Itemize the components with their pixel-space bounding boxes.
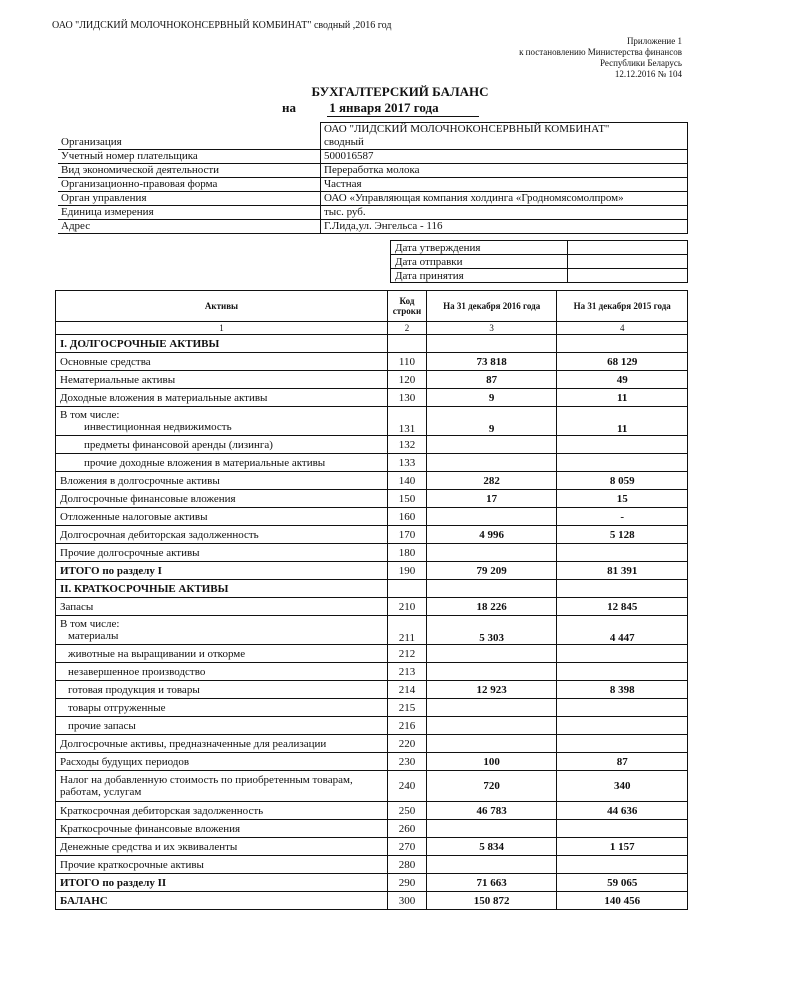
row-value-2016: 4 996 <box>426 526 557 544</box>
row-label: готовая продукция и товары <box>56 681 388 699</box>
row-code: 260 <box>388 820 427 838</box>
row-value-2016 <box>426 717 557 735</box>
table-row <box>56 389 688 407</box>
table-row <box>56 735 688 753</box>
row-value-2015: 11 <box>557 389 688 407</box>
row-label <box>56 771 388 802</box>
header-code: Код строки <box>388 291 427 322</box>
dates-value <box>568 255 688 269</box>
table-row <box>56 663 688 681</box>
row-label: Отложенные налоговые активы <box>56 508 388 526</box>
table-row <box>56 645 688 663</box>
row-value-2016: 720 <box>426 771 557 802</box>
table-row <box>56 598 688 616</box>
report-date: 1 января 2017 года <box>327 100 479 117</box>
table-row <box>56 472 688 490</box>
row-label: Долгосрочная дебиторская задолженность <box>56 526 388 544</box>
row-code <box>388 335 427 353</box>
row-value-2016: 87 <box>426 371 557 389</box>
row-code: 250 <box>388 802 427 820</box>
row-code: 215 <box>388 699 427 717</box>
row-label: Расходы будущих периодов <box>56 753 388 771</box>
row-value-2015 <box>557 580 688 598</box>
row-value-2016: 79 209 <box>426 562 557 580</box>
row-value-2016 <box>426 436 557 454</box>
row-value-2016 <box>426 454 557 472</box>
row-code <box>388 580 427 598</box>
appendix-line: Республики Беларусь <box>599 58 682 68</box>
row-label: БАЛАНС <box>56 892 388 910</box>
row-value-2015: 68 129 <box>557 353 688 371</box>
row-value-2016: 73 818 <box>426 353 557 371</box>
org-info-value <box>321 150 688 164</box>
table-row <box>56 490 688 508</box>
org-info-row <box>58 178 688 192</box>
document-subtitle <box>282 100 479 117</box>
org-info-value-text-2: сводный <box>324 136 364 148</box>
row-code: 211 <box>388 616 427 645</box>
org-info-label: Орган управления <box>58 192 321 206</box>
row-value-2015: 81 391 <box>557 562 688 580</box>
row-value-2016 <box>426 699 557 717</box>
org-info-label: Вид экономической деятельности <box>58 164 321 178</box>
table-row <box>56 562 688 580</box>
row-code: 160 <box>388 508 427 526</box>
row-label: ИТОГО по разделу I <box>56 562 388 580</box>
table-index-row <box>56 322 688 335</box>
table-row <box>56 454 688 472</box>
row-label-text: В том числе: <box>60 409 120 421</box>
org-info-row <box>58 192 688 206</box>
table-row <box>56 856 688 874</box>
row-value-2015: 49 <box>557 371 688 389</box>
dates-table <box>390 240 688 283</box>
row-label: Запасы <box>56 598 388 616</box>
row-value-2015: - <box>557 508 688 526</box>
dates-value <box>568 241 688 255</box>
row-value-2015 <box>557 856 688 874</box>
org-info-label: Организационно-правовая форма <box>58 178 321 192</box>
balance-assets-table <box>55 290 688 910</box>
org-info-row <box>58 150 688 164</box>
header-2015: На 31 декабря 2015 года <box>557 291 688 322</box>
row-value-2015 <box>557 544 688 562</box>
row-value-2015: 140 456 <box>557 892 688 910</box>
row-value-2015: 8 398 <box>557 681 688 699</box>
dates-row <box>391 269 688 283</box>
row-label <box>56 616 388 645</box>
index-cell: 4 <box>557 322 688 335</box>
index-cell: 2 <box>388 322 427 335</box>
header-assets: Активы <box>56 291 388 322</box>
table-row <box>56 580 688 598</box>
row-label: незавершенное производство <box>56 663 388 681</box>
table-row <box>56 436 688 454</box>
row-sublabel-text: инвестиционная недвижимость <box>84 421 232 433</box>
row-value-2016: 9 <box>426 389 557 407</box>
table-header-row <box>56 291 688 322</box>
row-code: 270 <box>388 838 427 856</box>
row-label: Краткосрочная дебиторская задолженность <box>56 802 388 820</box>
row-label: Доходные вложения в материальные активы <box>56 389 388 407</box>
row-value-2016 <box>426 508 557 526</box>
row-value-2015 <box>557 335 688 353</box>
row-label-text: В том числе: <box>60 618 120 630</box>
appendix-line: 12.12.2016 № 104 <box>614 69 682 79</box>
dates-label: Дата принятия <box>391 269 568 283</box>
org-info-value-text: тыс. руб. <box>324 206 366 218</box>
row-code: 216 <box>388 717 427 735</box>
row-value-2015: 44 636 <box>557 802 688 820</box>
table-row <box>56 544 688 562</box>
row-label: Прочие долгосрочные активы <box>56 544 388 562</box>
table-row <box>56 753 688 771</box>
row-value-2016: 150 872 <box>426 892 557 910</box>
row-code: 140 <box>388 472 427 490</box>
org-info-value-text: 500016587 <box>324 150 374 162</box>
org-info-label: Единица измерения <box>58 206 321 220</box>
row-value-2016: 17 <box>426 490 557 508</box>
row-value-2016 <box>426 856 557 874</box>
row-sublabel-text: материалы <box>68 630 119 642</box>
row-label: Вложения в долгосрочные активы <box>56 472 388 490</box>
row-code: 120 <box>388 371 427 389</box>
document-title: БУХГАЛТЕРСКИЙ БАЛАНС <box>311 84 489 99</box>
org-info-value-text: ОАО «Управляющая компания холдинга «Гродномясомолпром» <box>324 192 624 204</box>
table-row <box>56 508 688 526</box>
row-label-text: Налог на добавленную стоимость по приобретенным товарам, работам, услугам <box>60 774 353 798</box>
dates-label: Дата отправки <box>391 255 568 269</box>
row-code: 290 <box>388 874 427 892</box>
row-code: 230 <box>388 753 427 771</box>
row-value-2015 <box>557 717 688 735</box>
row-label: Долгосрочные финансовые вложения <box>56 490 388 508</box>
table-row <box>56 820 688 838</box>
row-value-2015 <box>557 645 688 663</box>
row-value-2015: 15 <box>557 490 688 508</box>
row-value-2015: 5 128 <box>557 526 688 544</box>
row-value-2016: 12 923 <box>426 681 557 699</box>
row-value-2016: 18 226 <box>426 598 557 616</box>
row-code: 110 <box>388 353 427 371</box>
row-value-2016 <box>426 335 557 353</box>
row-label: прочие запасы <box>56 717 388 735</box>
document-company-line: ОАО "ЛИДСКИЙ МОЛОЧНОКОНСЕРВНЫЙ КОМБИНАТ" сводный ,2016 год <box>52 20 392 31</box>
org-info-row <box>58 206 688 220</box>
org-info-row <box>58 164 688 178</box>
row-code: 190 <box>388 562 427 580</box>
row-value-2015: 12 845 <box>557 598 688 616</box>
row-code: 300 <box>388 892 427 910</box>
header-2016: На 31 декабря 2016 года <box>426 291 557 322</box>
row-label: предметы финансовой аренды (лизинга) <box>56 436 388 454</box>
org-info-label: Учетный номер плательщика <box>58 150 321 164</box>
row-code: 210 <box>388 598 427 616</box>
table-row <box>56 717 688 735</box>
dates-label: Дата утверждения <box>391 241 568 255</box>
row-label: Долгосрочные активы, предназначенные для реализации <box>56 735 388 753</box>
row-code: 150 <box>388 490 427 508</box>
index-cell: 1 <box>56 322 388 335</box>
table-row <box>56 335 688 353</box>
row-label: Основные средства <box>56 353 388 371</box>
row-label: II. КРАТКОСРОЧНЫЕ АКТИВЫ <box>56 580 388 598</box>
row-value-2016: 100 <box>426 753 557 771</box>
row-value-2016 <box>426 580 557 598</box>
row-code: 132 <box>388 436 427 454</box>
row-code: 133 <box>388 454 427 472</box>
row-value-2015: 11 <box>557 407 688 436</box>
row-value-2016 <box>426 544 557 562</box>
row-code: 130 <box>388 389 427 407</box>
subtitle-prefix: на <box>282 100 296 115</box>
row-code: 220 <box>388 735 427 753</box>
table-row <box>56 616 688 645</box>
organization-info-table <box>58 122 688 234</box>
row-value-2016 <box>426 820 557 838</box>
row-value-2015: 1 157 <box>557 838 688 856</box>
row-value-2015 <box>557 735 688 753</box>
row-label: товары отгруженные <box>56 699 388 717</box>
row-code: 180 <box>388 544 427 562</box>
index-cell: 3 <box>426 322 557 335</box>
row-value-2015 <box>557 820 688 838</box>
row-code: 240 <box>388 771 427 802</box>
row-label: прочие доходные вложения в материальные активы <box>56 454 388 472</box>
row-value-2015: 59 065 <box>557 874 688 892</box>
row-code: 131 <box>388 407 427 436</box>
org-info-row <box>58 123 688 150</box>
org-info-value-text: Переработка молока <box>324 164 420 176</box>
row-value-2015 <box>557 699 688 717</box>
org-info-row <box>58 220 688 234</box>
dates-row <box>391 255 688 269</box>
row-value-2016: 9 <box>426 407 557 436</box>
org-info-value <box>321 192 688 206</box>
row-label: Нематериальные активы <box>56 371 388 389</box>
table-row <box>56 838 688 856</box>
appendix-line: к постановлению Министерства финансов <box>519 47 682 57</box>
org-info-value <box>321 220 688 234</box>
org-info-value <box>321 123 688 150</box>
row-value-2016 <box>426 663 557 681</box>
table-row <box>56 874 688 892</box>
row-value-2015 <box>557 436 688 454</box>
row-label: I. ДОЛГОСРОЧНЫЕ АКТИВЫ <box>56 335 388 353</box>
row-value-2015: 4 447 <box>557 616 688 645</box>
row-label: Денежные средства и их эквиваленты <box>56 838 388 856</box>
row-code: 213 <box>388 663 427 681</box>
row-value-2015 <box>557 454 688 472</box>
appendix-note <box>519 36 682 80</box>
table-row <box>56 371 688 389</box>
table-row <box>56 699 688 717</box>
row-value-2016 <box>426 645 557 663</box>
table-row <box>56 681 688 699</box>
org-info-value <box>321 206 688 220</box>
row-value-2015: 8 059 <box>557 472 688 490</box>
row-value-2016: 5 303 <box>426 616 557 645</box>
row-code: 280 <box>388 856 427 874</box>
org-info-value-text: Частная <box>324 178 362 190</box>
org-info-value-text: Г.Лида,ул. Энгельса - 116 <box>324 220 443 232</box>
table-row <box>56 771 688 802</box>
row-code: 170 <box>388 526 427 544</box>
dates-row <box>391 241 688 255</box>
row-label <box>56 407 388 436</box>
row-label: Краткосрочные финансовые вложения <box>56 820 388 838</box>
row-code: 214 <box>388 681 427 699</box>
org-info-value-text: ОАО "ЛИДСКИЙ МОЛОЧНОКОНСЕРВНЫЙ КОМБИНАТ" <box>324 123 610 135</box>
table-row <box>56 892 688 910</box>
row-value-2016: 46 783 <box>426 802 557 820</box>
row-value-2016: 5 834 <box>426 838 557 856</box>
dates-value <box>568 269 688 283</box>
appendix-line: Приложение 1 <box>626 36 682 46</box>
row-label: ИТОГО по разделу II <box>56 874 388 892</box>
row-value-2016: 282 <box>426 472 557 490</box>
row-value-2015: 87 <box>557 753 688 771</box>
table-row <box>56 526 688 544</box>
table-row <box>56 407 688 436</box>
row-label: Прочие краткосрочные активы <box>56 856 388 874</box>
row-value-2015: 340 <box>557 771 688 802</box>
table-row <box>56 802 688 820</box>
row-value-2016 <box>426 735 557 753</box>
row-value-2015 <box>557 663 688 681</box>
org-info-label: Организация <box>58 123 321 150</box>
row-value-2016: 71 663 <box>426 874 557 892</box>
row-code: 212 <box>388 645 427 663</box>
org-info-label: Адрес <box>58 220 321 234</box>
row-label: животные на выращивании и откорме <box>56 645 388 663</box>
org-info-value <box>321 164 688 178</box>
table-row <box>56 353 688 371</box>
org-info-value <box>321 178 688 192</box>
